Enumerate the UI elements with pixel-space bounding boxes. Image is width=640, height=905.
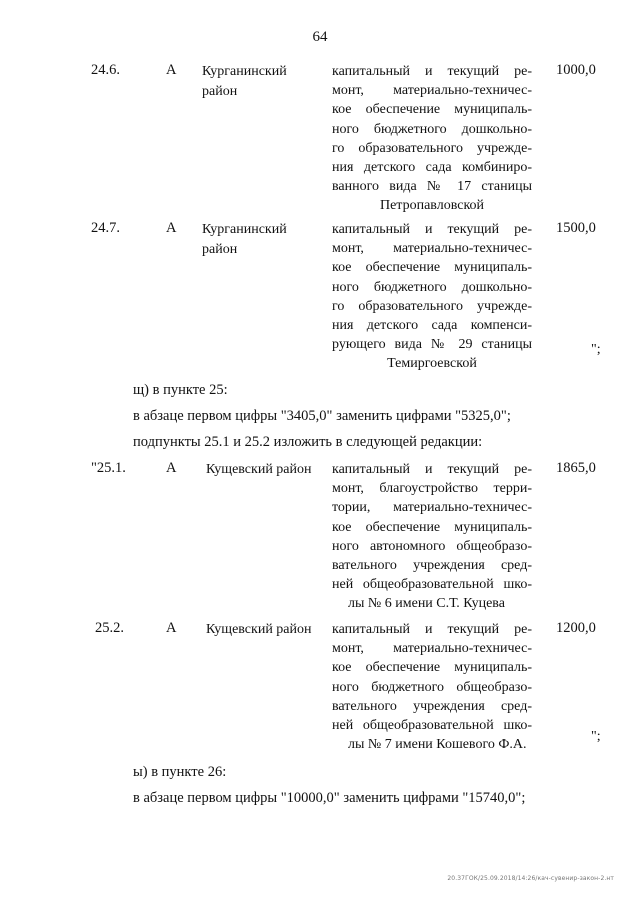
description-line: Петропавловской <box>379 198 485 214</box>
description-line: Темиргоевской <box>387 356 477 372</box>
entry-category: А <box>166 220 177 236</box>
entry-amount: 1000,0 <box>556 62 596 78</box>
district-line: Курганинский <box>202 64 287 79</box>
entry-amount: 1500,0 <box>556 220 596 236</box>
description-line: ного бюджетного общеобразо- <box>332 679 532 695</box>
instruction-clause-shch: щ) в пункте 25: <box>133 382 228 398</box>
description-line: ния детского сада комбиниро- <box>332 160 532 176</box>
description-line: кое обеспечение муниципаль- <box>332 102 532 118</box>
description-line: монт, материально-техничес- <box>332 641 532 657</box>
entry-description <box>332 62 532 216</box>
description-line: лы № 6 имени С.Т. Куцева <box>348 596 505 612</box>
description-line: ного бюджетного дошкольно- <box>332 279 532 295</box>
description-line: го образовательного учрежде- <box>332 298 532 314</box>
page-number: 64 <box>312 29 328 45</box>
instruction-replace-figures: в абзаце первом цифры "3405,0" заменить цифрами "5325,0"; <box>133 408 511 424</box>
description-line: рующего вида № 29 станицы <box>332 337 532 353</box>
district-line: Курганинский <box>202 222 287 237</box>
entry-category: А <box>166 620 177 636</box>
entry-number: 24.6. <box>91 62 120 78</box>
closing-quote: "; <box>591 342 601 357</box>
entry-district <box>202 220 332 260</box>
entry-category: А <box>166 460 177 476</box>
entry-category: А <box>166 62 177 78</box>
entry-amount: 1200,0 <box>556 620 596 636</box>
description-line: ней общеобразовательной шко- <box>332 577 532 593</box>
footer-document-stamp: 20.37ГОК/25.09.2018/14:26/кач-сувенир-закон-2.нт <box>447 875 614 882</box>
description-line: ного автономного общеобразо- <box>332 538 532 554</box>
description-line: ного бюджетного дошкольно- <box>332 121 532 137</box>
entry-number: 25.2. <box>95 620 124 636</box>
district-line: район <box>202 84 238 99</box>
instruction-replace-figures-26: в абзаце первом цифры "10000,0" заменить цифрами "15740,0"; <box>133 790 526 806</box>
entry-district <box>202 62 332 102</box>
entry-district <box>206 460 331 480</box>
district-line: Кущевский район <box>206 622 312 637</box>
entry-amount: 1865,0 <box>556 460 596 476</box>
description-line: тории, материально-техничес- <box>332 500 532 516</box>
district-line: район <box>202 242 238 257</box>
entry-description <box>332 460 532 614</box>
entry-description <box>332 620 532 754</box>
entry-description <box>332 220 532 374</box>
entry-number: 24.7. <box>91 220 120 236</box>
description-line: кое обеспечение муниципаль- <box>332 519 532 535</box>
description-line: монт, материально-техничес- <box>332 241 532 257</box>
description-line: монт, благоустройство терри- <box>332 481 532 497</box>
description-line: го образовательного учрежде- <box>332 140 532 156</box>
description-line: ней общеобразовательной шко- <box>332 718 532 734</box>
description-line: лы № 7 имени Кошевого Ф.А. <box>348 737 527 753</box>
description-line: капитальный и текущий ре- <box>332 622 532 637</box>
district-line: Кущевский район <box>206 462 312 477</box>
description-line: кое обеспечение муниципаль- <box>332 260 532 276</box>
description-line: ванного вида № 17 станицы <box>332 179 532 195</box>
description-line: ния детского сада компенси- <box>332 318 532 334</box>
closing-quote: "; <box>591 729 601 744</box>
instruction-restate-subclauses: подпункты 25.1 и 25.2 изложить в следующей редакции: <box>133 434 483 450</box>
description-line: капитальный и текущий ре- <box>332 462 532 477</box>
entry-number: "25.1. <box>91 460 126 476</box>
description-line: монт, материально-техничес- <box>332 83 532 99</box>
entry-district <box>206 620 331 640</box>
description-line: кое обеспечение муниципаль- <box>332 660 532 676</box>
description-line: капитальный и текущий ре- <box>332 222 532 237</box>
description-line: вательного учреждения сред- <box>332 698 532 714</box>
description-line: капитальный и текущий ре- <box>332 64 532 79</box>
instruction-clause-y: ы) в пункте 26: <box>133 764 227 780</box>
description-line: вательного учреждения сред- <box>332 558 532 574</box>
